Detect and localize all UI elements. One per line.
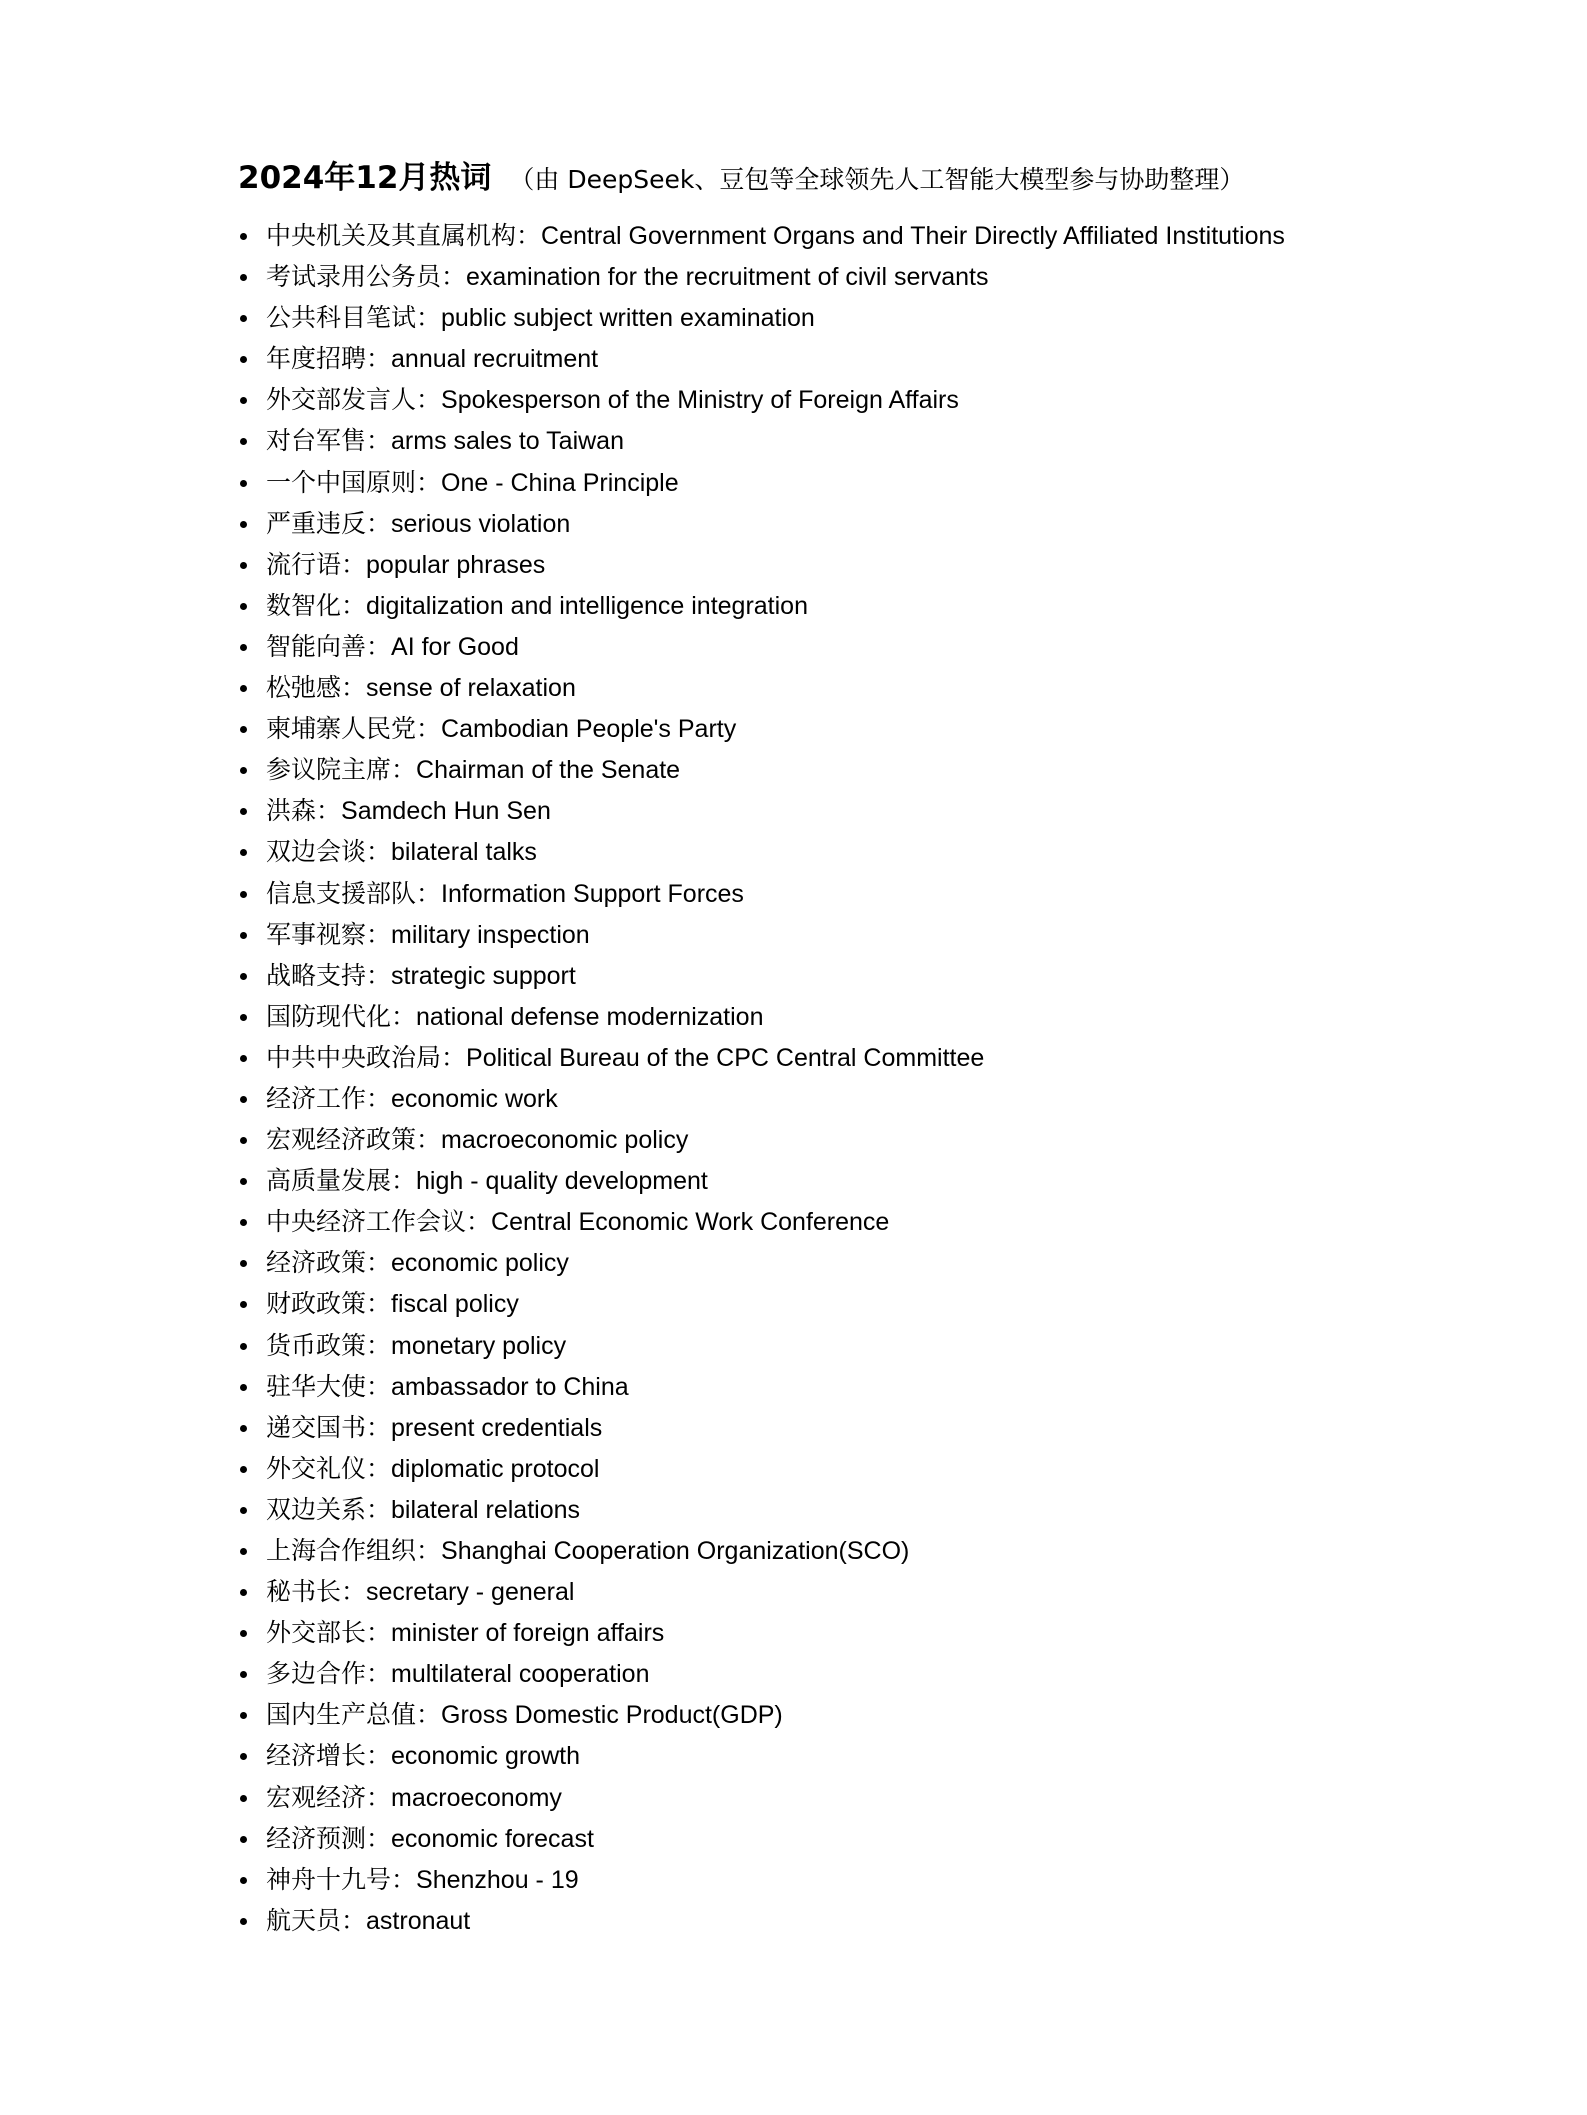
term-item <box>238 708 1285 749</box>
term-item <box>238 338 1285 379</box>
bullet-icon <box>240 438 247 445</box>
term-item <box>238 1201 1285 1242</box>
page-title: 2024年12月热词 <box>238 160 492 196</box>
bullet-icon <box>240 808 247 815</box>
bullet-icon <box>240 1630 247 1637</box>
term-item <box>238 1119 1285 1160</box>
term-chinese: 公共科目笔试： <box>266 303 442 333</box>
term-item <box>238 1694 1285 1735</box>
bullet-icon <box>240 356 247 363</box>
term-english: diplomatic protocol <box>391 1454 600 1483</box>
bullet-icon <box>240 1836 247 1843</box>
bullet-icon <box>240 1014 247 1021</box>
term-item <box>238 996 1285 1037</box>
term-english: AI for Good <box>391 632 519 661</box>
term-chinese: 双边会谈： <box>266 837 392 867</box>
term-english: strategic support <box>391 961 576 990</box>
bullet-icon <box>240 1918 247 1925</box>
term-english: Cambodian People's Party <box>441 715 737 744</box>
bullet-icon <box>240 397 247 404</box>
term-chinese: 一个中国原则： <box>266 467 442 497</box>
term-item <box>238 1366 1285 1407</box>
term-chinese: 国防现代化： <box>266 1001 417 1031</box>
term-chinese: 宏观经济政策： <box>266 1125 442 1155</box>
term-item <box>238 1078 1285 1119</box>
term-list <box>238 215 1285 1941</box>
term-item <box>238 914 1285 955</box>
term-chinese: 外交部发言人： <box>266 385 442 415</box>
term-chinese: 驻华大使： <box>266 1371 392 1401</box>
bullet-icon <box>240 973 247 980</box>
term-english: economic growth <box>391 1742 580 1771</box>
bullet-icon <box>240 480 247 487</box>
term-chinese: 考试录用公务员： <box>266 262 467 292</box>
term-chinese: 经济政策： <box>266 1248 392 1278</box>
term-english: Shenzhou - 19 <box>416 1865 579 1894</box>
term-chinese: 柬埔寨人民党： <box>266 714 442 744</box>
term-chinese: 递交国书： <box>266 1412 392 1442</box>
term-item <box>238 1777 1285 1818</box>
bullet-icon <box>240 1712 247 1719</box>
term-english: Central Economic Work Conference <box>491 1208 890 1237</box>
bullet-icon <box>240 1753 247 1760</box>
term-chinese: 上海合作组织： <box>266 1536 442 1565</box>
bullet-icon <box>240 1589 247 1596</box>
term-item <box>238 1653 1285 1694</box>
term-chinese: 经济工作： <box>266 1083 392 1113</box>
bullet-icon <box>240 1548 247 1555</box>
title-note: （由 DeepSeek、豆包等全球领先人工智能大模型参与协助整理） <box>509 165 1245 194</box>
bullet-icon <box>240 1219 247 1226</box>
term-english: present credentials <box>391 1413 603 1442</box>
term-english: Samdech Hun Sen <box>341 797 551 826</box>
bullet-icon <box>240 603 247 610</box>
bullet-icon <box>240 1343 247 1350</box>
term-english: fiscal policy <box>391 1290 519 1319</box>
term-chinese: 财政政策： <box>266 1289 392 1319</box>
term-item <box>238 215 1285 256</box>
term-item <box>238 1160 1285 1201</box>
term-item <box>238 873 1285 914</box>
term-english: macroeconomy <box>391 1783 562 1812</box>
term-english: popular phrases <box>366 550 546 579</box>
bullet-icon <box>240 233 247 240</box>
bullet-icon <box>240 726 247 733</box>
bullet-icon <box>240 1507 247 1514</box>
bullet-icon <box>240 521 247 528</box>
term-chinese: 对台军售： <box>266 426 392 456</box>
bullet-icon <box>240 274 247 281</box>
term-item <box>238 1530 1285 1571</box>
term-chinese: 松弛感： <box>266 673 367 703</box>
term-item <box>238 1735 1285 1776</box>
term-chinese: 年度招聘： <box>266 344 392 374</box>
term-chinese: 神舟十九号： <box>266 1864 417 1894</box>
term-english: multilateral cooperation <box>391 1660 650 1689</box>
term-chinese: 严重违反： <box>266 508 392 538</box>
term-chinese: 多边合作： <box>266 1659 392 1689</box>
term-chinese: 经济预测： <box>266 1823 392 1853</box>
term-chinese: 参议院主席： <box>266 755 417 785</box>
term-english: economic forecast <box>391 1824 594 1853</box>
term-english: arms sales to Taiwan <box>391 427 624 456</box>
term-item <box>238 503 1285 544</box>
term-chinese: 军事视察： <box>266 919 392 949</box>
term-item <box>238 297 1285 338</box>
term-english: high - quality development <box>416 1167 708 1196</box>
bullet-icon <box>240 1384 247 1391</box>
term-item <box>238 256 1285 297</box>
bullet-icon <box>240 1425 247 1432</box>
term-english: national defense modernization <box>416 1002 764 1031</box>
term-english: bilateral relations <box>391 1495 581 1524</box>
bullet-icon <box>240 1096 247 1103</box>
bullet-icon <box>240 849 247 856</box>
term-chinese: 中共中央政治局： <box>266 1042 467 1072</box>
term-english: minister of foreign affairs <box>391 1619 665 1648</box>
term-item <box>238 1448 1285 1489</box>
term-chinese: 中央经济工作会议： <box>266 1207 492 1237</box>
bullet-icon <box>240 1178 247 1185</box>
term-english: annual recruitment <box>391 345 599 374</box>
term-english: economic work <box>391 1084 558 1113</box>
bullet-icon <box>240 1055 247 1062</box>
term-english: Information Support Forces <box>441 879 744 908</box>
term-english: monetary policy <box>391 1331 567 1360</box>
term-item <box>238 1859 1285 1900</box>
term-item <box>238 1818 1285 1859</box>
term-english: ambassador to China <box>391 1372 629 1401</box>
term-english: digitalization and intelligence integration <box>366 591 808 620</box>
term-english: Central Government Organs and Their Directly Affiliated Institutions <box>541 222 1285 250</box>
term-chinese: 双边关系： <box>266 1494 392 1524</box>
document-header <box>238 152 1244 197</box>
term-english: Political Bureau of the CPC Central Committee <box>466 1043 985 1072</box>
term-item <box>238 585 1285 626</box>
term-english: economic policy <box>391 1249 569 1278</box>
term-english: Chairman of the Senate <box>416 756 681 785</box>
term-chinese: 战略支持： <box>266 960 392 990</box>
term-item <box>238 1283 1285 1324</box>
term-english: Spokesperson of the Ministry of Foreign Affairs <box>441 386 959 415</box>
term-chinese: 货币政策： <box>266 1330 392 1360</box>
term-english: serious violation <box>391 509 571 538</box>
bullet-icon <box>240 1301 247 1308</box>
term-chinese: 经济增长： <box>266 1741 392 1771</box>
term-item <box>238 831 1285 872</box>
term-english: public subject written examination <box>441 304 815 333</box>
term-english: military inspection <box>391 920 590 949</box>
term-item <box>238 1325 1285 1366</box>
term-item <box>238 749 1285 790</box>
term-item <box>238 955 1285 996</box>
bullet-icon <box>240 932 247 939</box>
term-item <box>238 626 1285 667</box>
term-chinese: 宏观经济： <box>266 1782 392 1812</box>
term-english: sense of relaxation <box>366 674 576 703</box>
term-chinese: 外交部长： <box>266 1618 392 1648</box>
bullet-icon <box>240 685 247 692</box>
bullet-icon <box>240 562 247 569</box>
term-item <box>238 1489 1285 1530</box>
term-chinese: 流行语： <box>266 549 367 579</box>
term-chinese: 国内生产总值： <box>266 1700 442 1730</box>
bullet-icon <box>240 1260 247 1267</box>
term-chinese: 信息支援部队： <box>266 878 442 908</box>
term-english: Gross Domestic Product(GDP) <box>441 1701 783 1730</box>
bullet-icon <box>240 1137 247 1144</box>
term-english: One - China Principle <box>441 468 679 497</box>
term-chinese: 数智化： <box>266 590 367 620</box>
bullet-icon <box>240 315 247 322</box>
bullet-icon <box>240 1795 247 1802</box>
term-item <box>238 1900 1285 1941</box>
bullet-icon <box>240 644 247 651</box>
term-item <box>238 1407 1285 1448</box>
bullet-icon <box>240 1671 247 1678</box>
term-item <box>238 379 1285 420</box>
term-chinese: 外交礼仪： <box>266 1453 392 1483</box>
term-chinese: 中央机关及其直属机构： <box>266 221 542 250</box>
term-english: astronaut <box>366 1906 471 1935</box>
term-english: examination for the recruitment of civil servants <box>466 263 989 292</box>
term-english: bilateral talks <box>391 838 537 867</box>
term-item <box>238 667 1285 708</box>
bullet-icon <box>240 1877 247 1884</box>
term-chinese: 秘书长： <box>266 1577 367 1607</box>
bullet-icon <box>240 767 247 774</box>
term-item <box>238 1037 1285 1078</box>
term-item <box>238 1612 1285 1653</box>
term-chinese: 智能向善： <box>266 631 392 661</box>
bullet-icon <box>240 891 247 898</box>
term-item <box>238 544 1285 585</box>
term-chinese: 洪森： <box>266 796 342 826</box>
term-english: secretary - general <box>366 1578 575 1607</box>
term-item <box>238 790 1285 831</box>
term-item <box>238 420 1285 461</box>
term-english: Shanghai Cooperation Organization(SCO) <box>441 1537 910 1565</box>
term-item <box>238 1571 1285 1612</box>
term-chinese: 高质量发展： <box>266 1166 417 1196</box>
term-chinese: 航天员： <box>266 1905 367 1935</box>
term-english: macroeconomic policy <box>441 1126 689 1155</box>
term-item <box>238 1242 1285 1283</box>
bullet-icon <box>240 1466 247 1473</box>
term-item <box>238 462 1285 503</box>
